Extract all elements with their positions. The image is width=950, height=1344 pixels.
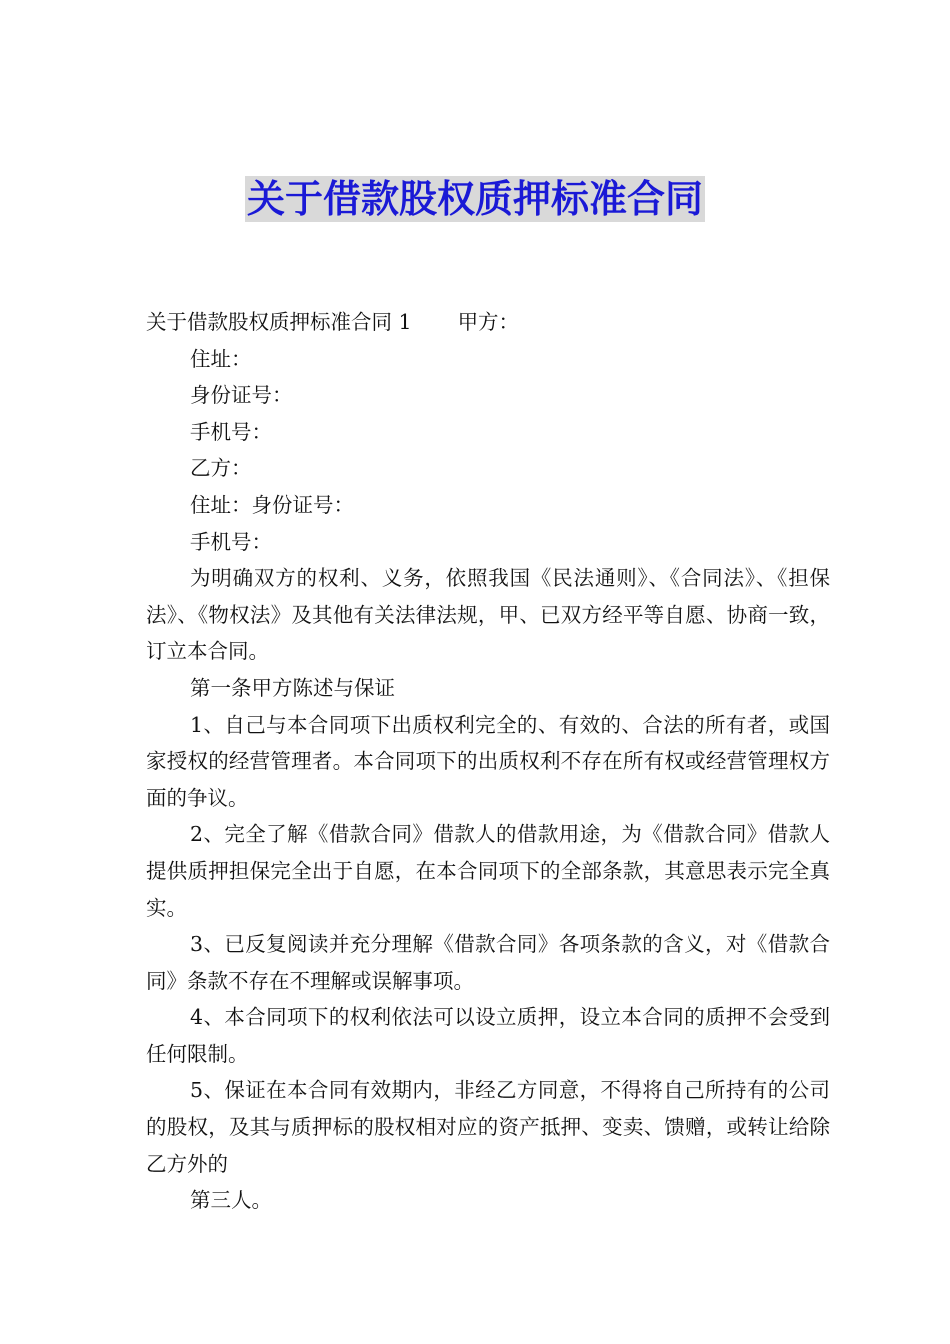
header-line: [146, 304, 830, 341]
clause-1: 1、自己与本合同项下出质权利完全的、有效的、合法的所有者，或国家授权的经营管理者。本合同项下的出质权利不存在所有权或经营管理权方面的争议。: [146, 712, 830, 810]
party-a-id: 身份证号：: [190, 383, 293, 408]
article-1-heading: 第一条甲方陈述与保证: [190, 675, 395, 700]
intro-paragraph: 为明确双方的权利、义务，依照我国《民法通则》、《合同法》、《担保法》、《物权法》及其他有关法律法规，甲、已双方经平等自愿、协商一致，订立本合同。: [146, 566, 830, 664]
clause-2: 2、完全了解《借款合同》借款人的借款用途，为《借款合同》借款人提供质押担保完全出于自愿，在本合同项下的全部条款，其意思表示完全真实。: [146, 822, 830, 920]
clause-3: 3、已反复阅读并充分理解《借款合同》各项条款的含义，对《借款合同》条款不存在不理解或误解事项。: [146, 932, 830, 993]
clause-5-continuation: 第三人。: [190, 1188, 272, 1213]
party-b-label: 乙方：: [190, 456, 252, 481]
party-a-address: 住址：: [190, 346, 252, 371]
party-b-phone: 手机号：: [190, 529, 272, 554]
document-title: 关于借款股权质押标准合同: [246, 177, 703, 221]
document-body: [146, 304, 830, 1219]
contract-name-line: 关于借款股权质押标准合同 1: [146, 310, 412, 334]
title-container: [0, 176, 950, 222]
party-b-address-id: 住址：身份证号：: [190, 492, 354, 517]
clause-5: 5、保证在本合同有效期内，非经乙方同意，不得将自己所持有的公司的股权，及其与质押标的股权相对应的资产抵押、变卖、馈赠，或转让给除乙方外的: [146, 1078, 830, 1176]
party-a-phone: 手机号：: [190, 419, 272, 444]
party-a-label: 甲方：: [457, 310, 520, 334]
clause-4: 4、本合同项下的权利依法可以设立质押，设立本合同的质押不会受到任何限制。: [146, 1005, 830, 1066]
